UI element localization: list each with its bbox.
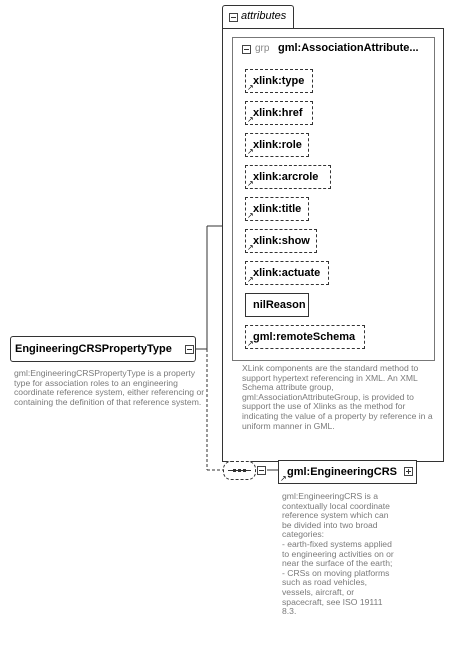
collapse-attributes-icon[interactable] bbox=[229, 13, 238, 22]
collapse-main-icon[interactable] bbox=[185, 345, 194, 354]
attribute-label: nilReason bbox=[253, 299, 306, 311]
attribute-label: xlink:href bbox=[253, 107, 303, 119]
attribute-item[interactable] bbox=[245, 293, 309, 317]
group-prefix: grp bbox=[255, 43, 270, 54]
attribute-item[interactable] bbox=[245, 133, 309, 157]
attributes-documentation: XLink components are the standard method to support hypertext referencing in XML. An XML Schema attribute group, gml:AssociationAttributeGroup, is provided to support the use of Xlinks as the method for indicating the value of a property by reference in a uniform manner in GML. bbox=[242, 363, 433, 431]
attribute-label: xlink:title bbox=[253, 203, 302, 215]
attribute-label: xlink:actuate bbox=[253, 267, 321, 279]
main-element-documentation: gml:EngineeringCRSPropertyType is a property type for association roles to an engineering coordinate reference system, either referencing or containing the definition of that reference system. bbox=[14, 368, 205, 407]
reference-arrow-icon: ↗ bbox=[280, 474, 287, 483]
reference-arrow-icon: ↗ bbox=[247, 243, 254, 252]
reference-arrow-icon: ↗ bbox=[247, 275, 254, 284]
sequence-compositor[interactable] bbox=[223, 461, 256, 480]
attributes-tab bbox=[222, 5, 294, 29]
collapse-sequence-icon[interactable] bbox=[257, 466, 266, 475]
reference-arrow-icon: ↗ bbox=[247, 339, 254, 348]
main-element-name: EngineeringCRSPropertyType bbox=[15, 343, 172, 355]
reference-arrow-icon: ↗ bbox=[247, 83, 254, 92]
collapse-group-icon[interactable] bbox=[242, 45, 251, 54]
expand-child-icon[interactable] bbox=[404, 467, 413, 476]
attribute-label: xlink:type bbox=[253, 75, 305, 87]
sequence-icon bbox=[224, 462, 255, 479]
attribute-label: xlink:arcrole bbox=[253, 171, 319, 183]
attribute-item[interactable] bbox=[245, 229, 317, 253]
attribute-item[interactable] bbox=[245, 69, 313, 93]
main-element-box[interactable] bbox=[10, 336, 196, 362]
attribute-item[interactable] bbox=[245, 165, 331, 189]
reference-arrow-icon: ↗ bbox=[247, 115, 254, 124]
child-element-box[interactable] bbox=[278, 460, 417, 484]
attribute-item[interactable] bbox=[245, 325, 365, 349]
attribute-item[interactable] bbox=[245, 261, 329, 285]
reference-arrow-icon: ↗ bbox=[247, 211, 254, 220]
child-element-documentation: gml:EngineeringCRS is a contextually local coordinate reference system which can be divided into two broad categories: - earth-fixed systems applied to engineering activities on or near the surface of the earth; - CRSs on moving platforms such as road vehicles, vessels, aircraft, or spacecraft, see ISO 19111 8.3. bbox=[282, 491, 394, 617]
attributes-label: attributes bbox=[241, 10, 287, 22]
attribute-item[interactable] bbox=[245, 197, 309, 221]
reference-arrow-icon: ↗ bbox=[247, 147, 254, 156]
attribute-item[interactable] bbox=[245, 101, 313, 125]
attribute-label: gml:remoteSchema bbox=[253, 331, 356, 343]
attribute-label: xlink:show bbox=[253, 235, 310, 247]
child-element-name: gml:EngineeringCRS bbox=[287, 466, 398, 478]
attribute-label: xlink:role bbox=[253, 139, 302, 151]
group-name[interactable]: gml:AssociationAttribute... bbox=[278, 42, 419, 54]
reference-arrow-icon: ↗ bbox=[247, 179, 254, 188]
